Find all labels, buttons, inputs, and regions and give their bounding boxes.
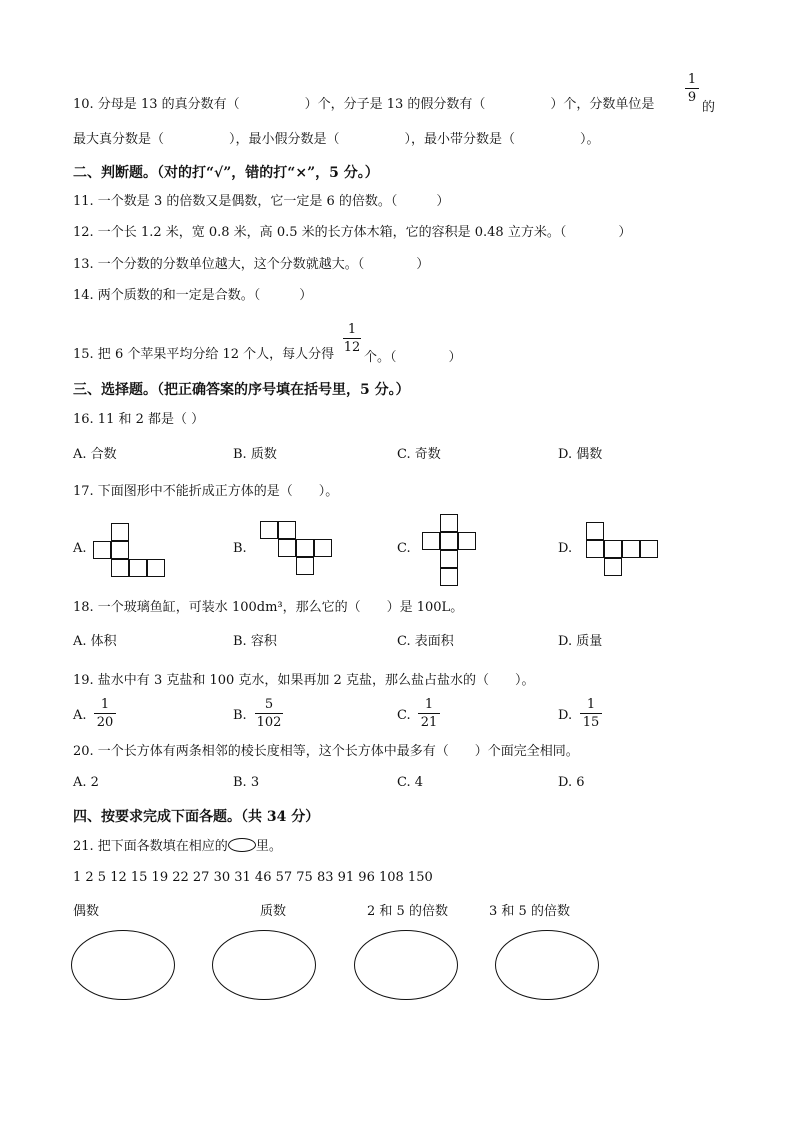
- q19-fraction-c: [418, 697, 440, 730]
- q20-option-b: B. 3: [233, 775, 260, 790]
- q13: 13. 一个分数的分数单位越大，这个分数就越大。（ ）: [73, 257, 430, 272]
- section-2-heading: 二、判断题。（对的打“√”，错的打“×”，5 分。）: [73, 165, 379, 181]
- fraction-denominator: 12: [343, 340, 361, 355]
- q20-stem: 20. 一个长方体有两条相邻的棱长度相等，这个长方体中最多有（ ）个面完全相同。: [73, 744, 579, 759]
- fraction-denominator: 9: [687, 90, 697, 105]
- section-3-heading: 三、选择题。（把正确答案的序号填在括号里，5 分。）: [73, 382, 410, 398]
- fraction-bar: [580, 713, 602, 714]
- q10-fraction: [685, 72, 699, 105]
- q20-option-c: C. 4: [397, 775, 424, 790]
- q19-fraction-b: [255, 697, 283, 730]
- q18-option-d: D. 质量: [558, 634, 603, 649]
- q16-option-c: C. 奇数: [397, 447, 441, 462]
- q16-option-b: B. 质数: [233, 447, 277, 462]
- fraction-denominator: 20: [96, 715, 114, 730]
- category-prime: 质数: [260, 904, 287, 919]
- answer-oval-prime[interactable]: [212, 930, 316, 1000]
- q17-label-b: B.: [233, 541, 247, 556]
- q19-label-b: B.: [233, 708, 247, 723]
- q18-option-b: B. 容积: [233, 634, 277, 649]
- q18-stem: 18. 一个玻璃鱼缸，可装水 100dm³，那么它的（ ）是 100L。: [73, 600, 464, 615]
- q17-label-a: A.: [73, 541, 87, 556]
- fraction-numerator: 1: [586, 697, 596, 712]
- q14: 14. 两个质数的和一定是合数。（ ）: [73, 288, 313, 303]
- answer-oval-multiple-2-5[interactable]: [354, 930, 458, 1000]
- fraction-numerator: 5: [264, 697, 274, 712]
- fraction-bar: [685, 88, 699, 89]
- q19-label-d: D.: [558, 708, 573, 723]
- q16-option-d: D. 偶数: [558, 447, 603, 462]
- q18-option-c: C. 表面积: [397, 634, 454, 649]
- q12: 12. 一个长 1.2 米，宽 0.8 米，高 0.5 米的长方体木箱，它的容积是 0.48 立方米。（ ）: [73, 225, 632, 240]
- fraction-numerator: 1: [687, 72, 697, 87]
- fraction-denominator: 21: [420, 715, 438, 730]
- q21-numbers: 1 2 5 12 15 19 22 27 30 31 46 57 75 83 91 96 108 150: [73, 870, 433, 885]
- q21-stem-post: 里。: [255, 839, 282, 854]
- q15-fraction: [343, 322, 361, 355]
- fraction-denominator: 15: [582, 715, 600, 730]
- answer-oval-even[interactable]: [71, 930, 175, 1000]
- q20-option-a: A. 2: [73, 775, 99, 790]
- fraction-numerator: 1: [424, 697, 434, 712]
- answer-oval-multiple-3-5[interactable]: [495, 930, 599, 1000]
- fraction-numerator: 1: [100, 697, 110, 712]
- q17-label-d: D.: [558, 541, 573, 556]
- category-even: 偶数: [73, 904, 100, 919]
- q18-option-a: A. 体积: [73, 634, 117, 649]
- section-4-heading: 四、按要求完成下面各题。（共 34 分）: [73, 809, 320, 825]
- q19-label-a: A.: [73, 708, 87, 723]
- q19-label-c: C.: [397, 708, 411, 723]
- q10-line2: 最大真分数是（ ），最小假分数是（ ），最小带分数是（ ）。: [73, 132, 600, 147]
- oval-icon: [228, 838, 256, 852]
- q19-fraction-a: [94, 697, 116, 730]
- q21-stem: [73, 838, 282, 856]
- fraction-numerator: 1: [347, 322, 357, 337]
- fraction-bar: [418, 713, 440, 714]
- q19-fraction-d: [580, 697, 602, 730]
- q10-line1: 10. 分母是 13 的真分数有（ ）个，分子是 13 的假分数有（ ）个，分数单位是: [73, 97, 655, 112]
- q19-stem: 19. 盐水中有 3 克盐和 100 克水，如果再加 2 克盐，那么盐占盐水的（ ）。: [73, 673, 535, 688]
- fraction-bar: [343, 338, 361, 339]
- q10-line1-end: 的: [702, 100, 716, 115]
- q20-option-d: D. 6: [558, 775, 585, 790]
- q15-pre: 15. 把 6 个苹果平均分给 12 个人，每人分得: [73, 347, 335, 362]
- q17-label-c: C.: [397, 541, 411, 556]
- category-multiple-3-5: 3 和 5 的倍数: [489, 904, 570, 919]
- q15-post: 个。（ ）: [364, 350, 462, 365]
- q16-option-a: A. 合数: [73, 447, 117, 462]
- fraction-denominator: 102: [256, 715, 282, 730]
- q17-stem: 17. 下面图形中不能折成正方体的是（ ）。: [73, 484, 339, 499]
- fraction-bar: [255, 713, 283, 714]
- q16-stem: 16. 11 和 2 都是（ ）: [73, 412, 205, 427]
- category-multiple-2-5: 2 和 5 的倍数: [367, 904, 448, 919]
- q11: 11. 一个数是 3 的倍数又是偶数，它一定是 6 的倍数。（ ）: [73, 194, 450, 209]
- fraction-bar: [94, 713, 116, 714]
- q21-stem-pre: 21. 把下面各数填在相应的: [73, 839, 228, 854]
